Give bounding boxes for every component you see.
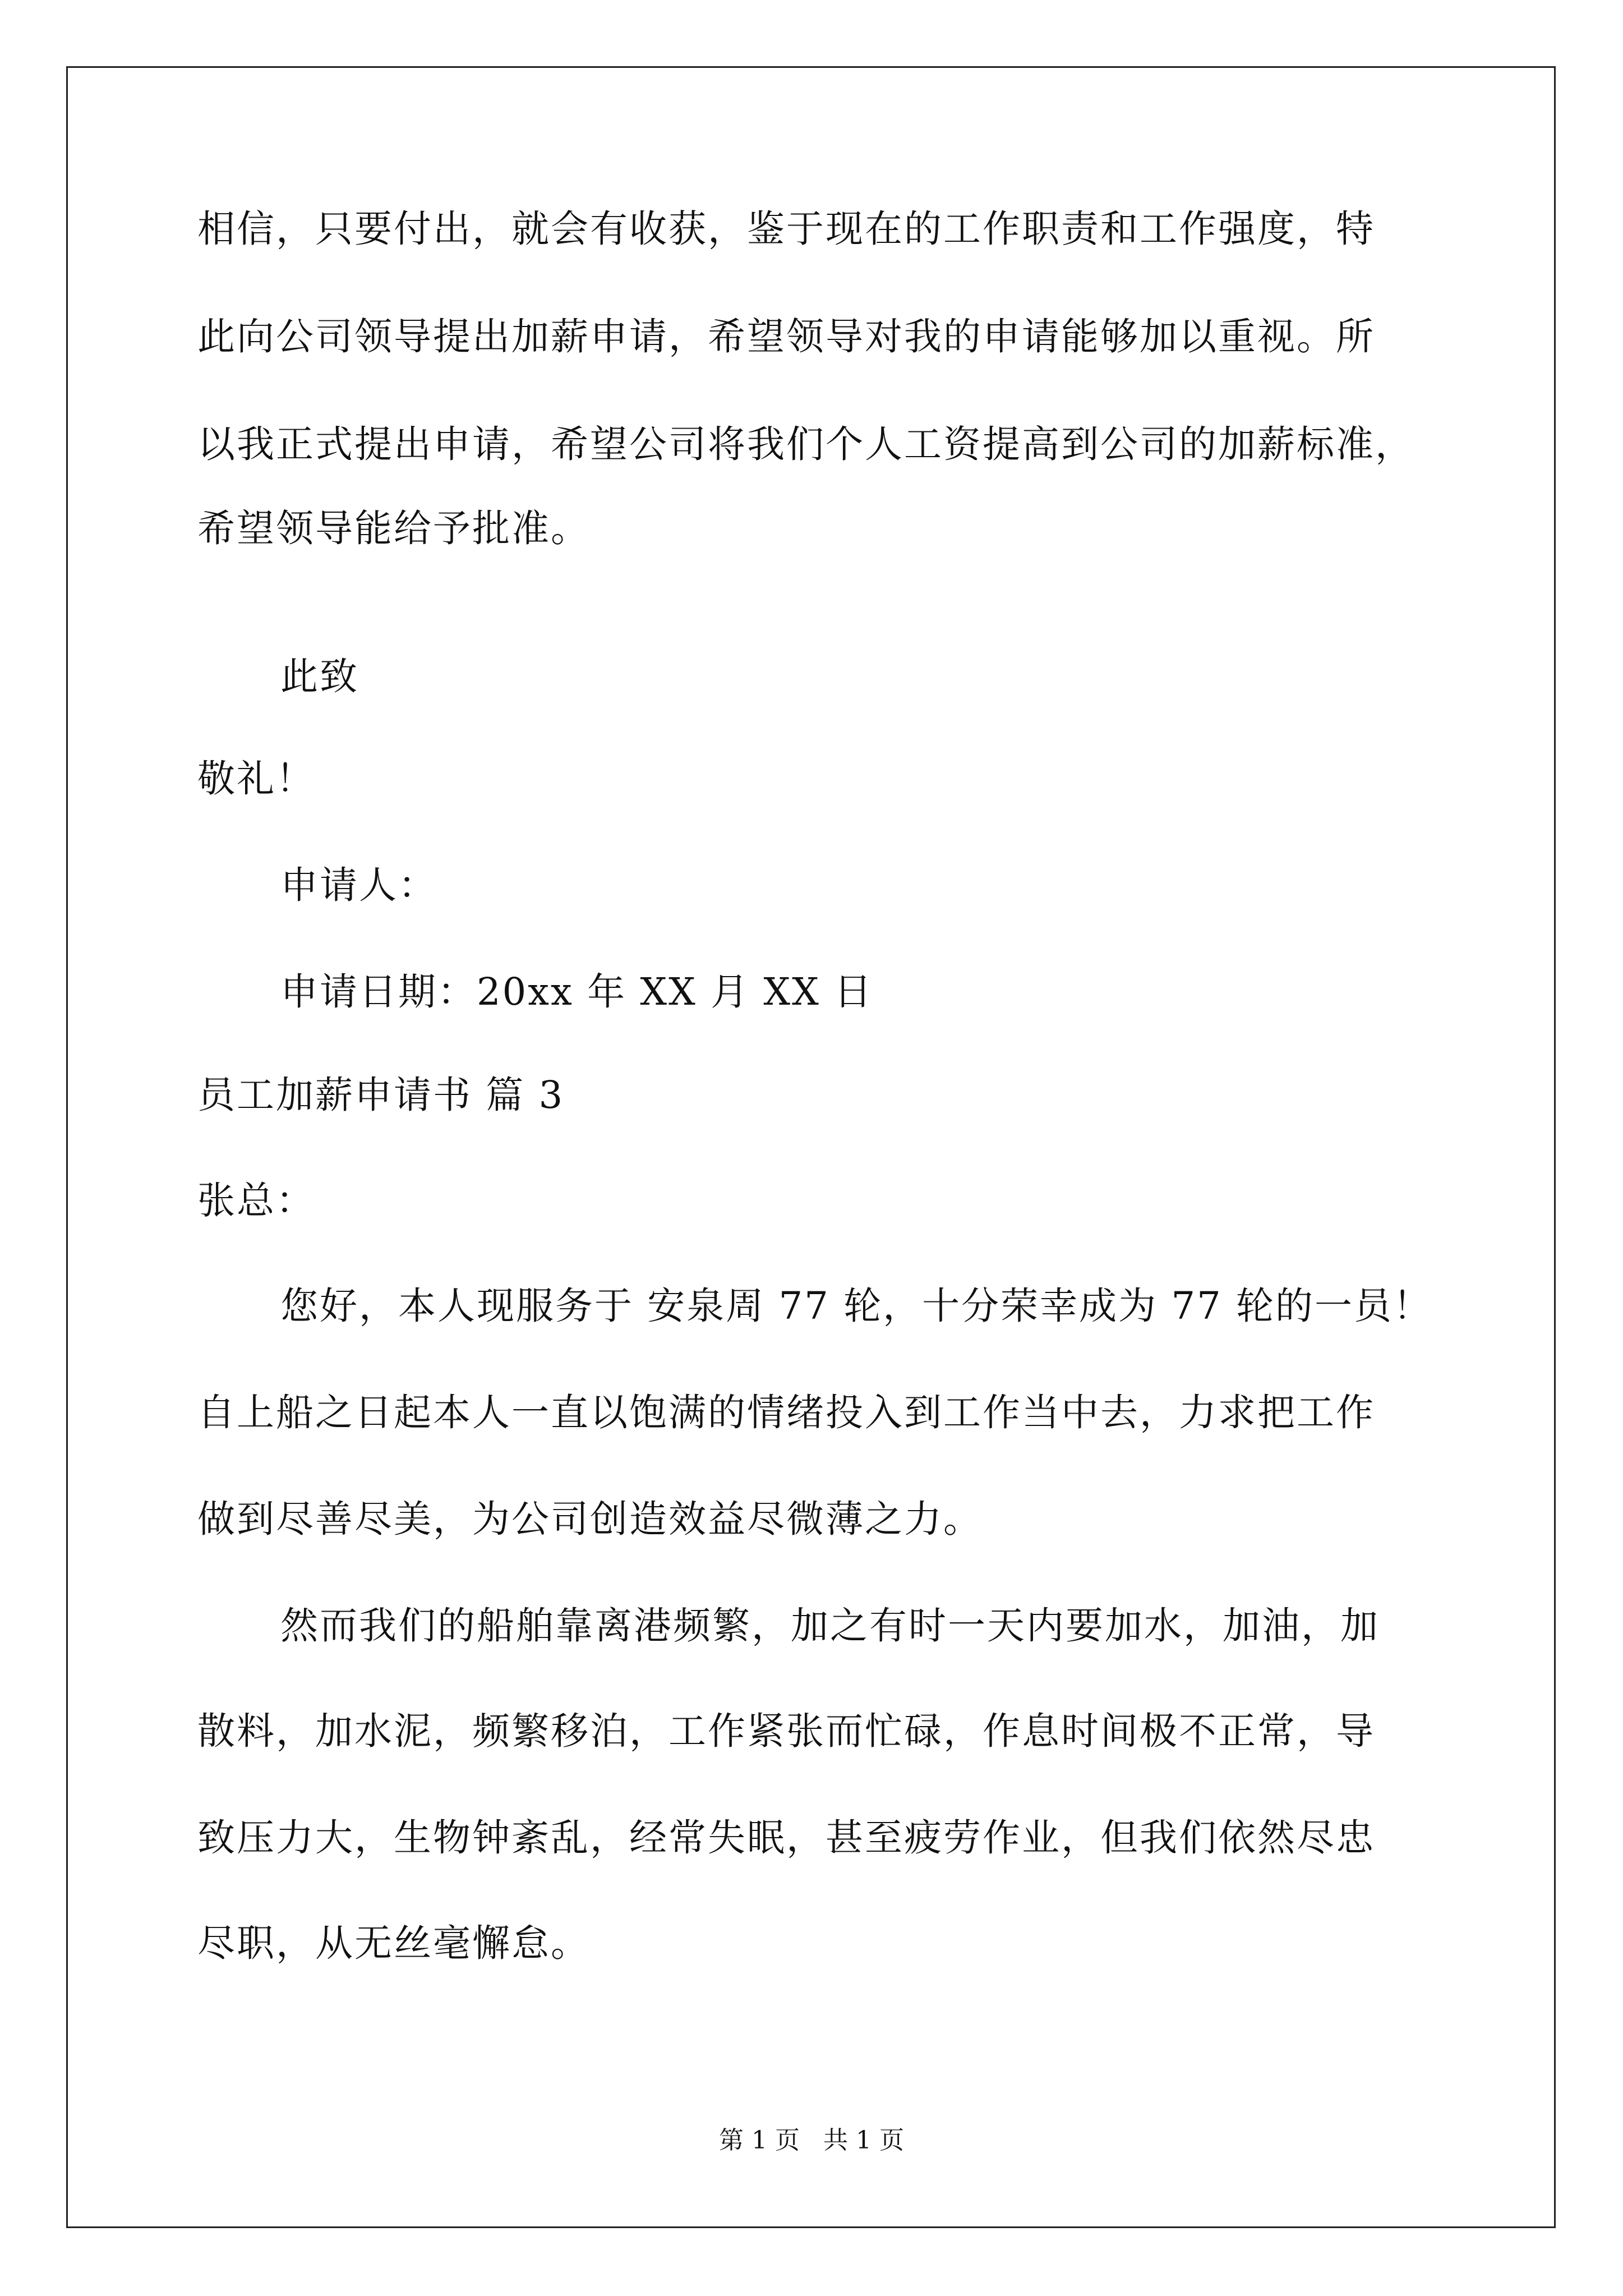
paragraph-line: 相信，只要付出，就会有收获，鉴于现在的工作职责和工作强度，特 [197, 207, 1375, 251]
page-footer: 第 1 页 共 1 页 [719, 2126, 904, 2155]
paragraph-line: 做到尽善尽美，为公司创造效益尽微薄之力。 [197, 1497, 983, 1541]
paragraph-line: 您好，本人现服务于 安泉周 77 轮，十分荣幸成为 77 轮的一员！ [280, 1284, 1432, 1328]
paragraph-line: 希望领导能给予批准。 [197, 507, 590, 550]
paragraph-line: 致压力大，生物钟紊乱，经常失眠，甚至疲劳作业，但我们依然尽忠 [197, 1816, 1375, 1860]
salutation: 张总： [197, 1179, 315, 1222]
page-border [66, 66, 1556, 2228]
closing-line: 此致 [280, 655, 359, 698]
paragraph-line: 然而我们的船舶靠离港频繁，加之有时一天内要加水，加油，加 [280, 1604, 1380, 1648]
closing-greeting: 敬礼！ [197, 757, 315, 800]
paragraph-line: 散料，加水泥，频繁移泊，工作紧张而忙碌，作息时间极不正常，导 [197, 1709, 1375, 1753]
paragraph-line: 以我正式提出申请，希望公司将我们个人工资提高到公司的加薪标准， [197, 422, 1414, 466]
application-date: 申请日期：20xx 年 XX 月 XX 日 [280, 970, 874, 1014]
applicant-label: 申请人： [280, 863, 437, 907]
paragraph-line: 尽职，从无丝毫懈怠。 [197, 1921, 590, 1965]
section-title: 员工加薪申请书 篇 3 [197, 1073, 565, 1117]
paragraph-line: 自上船之日起本人一直以饱满的情绪投入到工作当中去，力求把工作 [197, 1391, 1375, 1434]
paragraph-line: 此向公司领导提出加薪申请，希望领导对我的申请能够加以重视。所 [197, 315, 1375, 358]
